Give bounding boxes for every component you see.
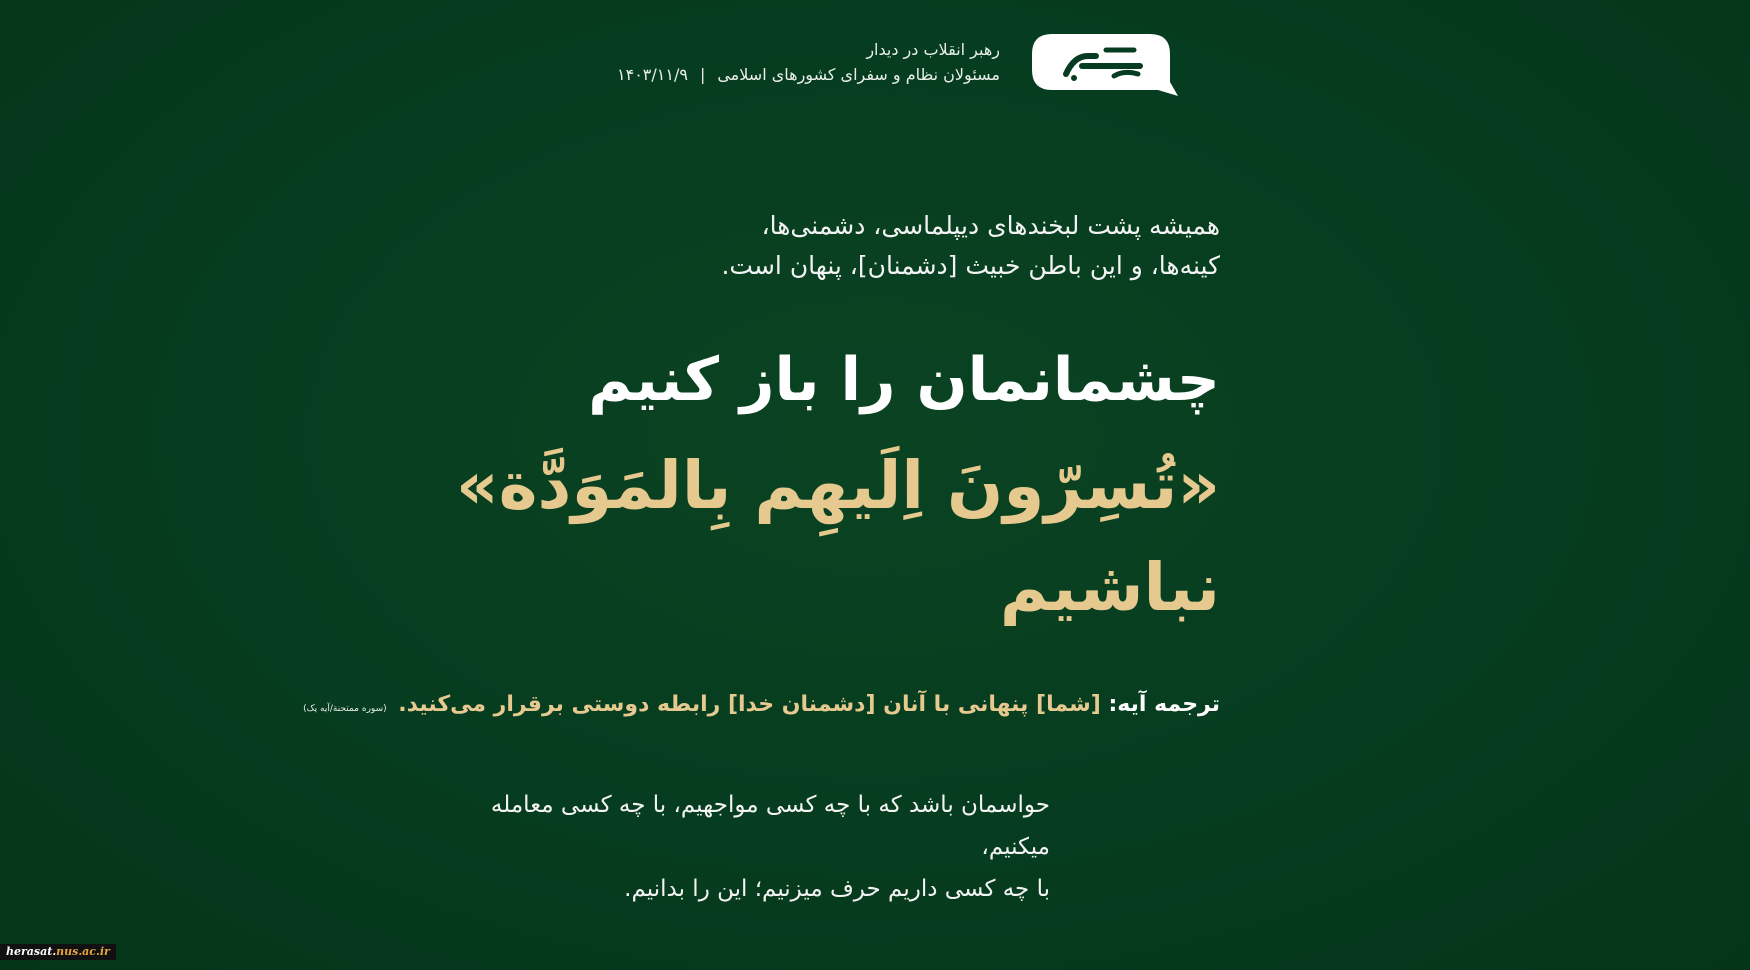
headline	[420, 338, 1220, 634]
verse-translation	[303, 690, 1220, 724]
source-title: رهبر انقلاب در دیدار	[866, 40, 1000, 59]
watermark-part-2: nus.ac.ir	[56, 945, 110, 958]
outro-line-1: حواسمان باشد که با چه کسی مواجهیم، با چه کسی معامله میکنیم،	[490, 792, 1050, 860]
intro-line-2: کینه‌ها، و این باطن خبیث [دشمنان]، پنهان است.	[721, 251, 1220, 280]
source-details	[617, 64, 1000, 86]
date: ۱۴۰۳/۱۱/۹	[617, 65, 688, 84]
verse-reference: (سوره ممتحنة/آیه یک)	[303, 704, 387, 714]
translation-text: [شما] پنهانی با آنان [دشمنان خدا] رابطه دوستی برقرار می‌کنید.	[398, 692, 1101, 717]
headline-line-3: نباشیم	[999, 549, 1220, 626]
intro-text	[440, 206, 1220, 286]
intro-line-1: همیشه پشت لبخندهای دیپلماسی، دشمنی‌ها،	[761, 211, 1220, 240]
watermark	[0, 944, 116, 960]
headline-verse: «تُسِرّونَ اِلَیهِم بِالمَوَدَّة»	[455, 447, 1220, 524]
outro-text	[430, 784, 1050, 910]
headline-line-1: چشمانمان را باز کنیم	[588, 345, 1220, 415]
outro-line-2: با چه کسی داریم حرف میزنیم؛ این را بدانیم.	[624, 876, 1050, 902]
watermark-part-1: herasat.	[6, 945, 57, 958]
speech-bubble-logo-icon	[1022, 32, 1180, 99]
separator: |	[699, 65, 706, 84]
source-subtitle: مسئولان نظام و سفرای کشورهای اسلامی	[717, 65, 1000, 84]
logo-icon	[1022, 32, 1180, 99]
translation-label: ترجمه آیه:	[1108, 692, 1220, 717]
